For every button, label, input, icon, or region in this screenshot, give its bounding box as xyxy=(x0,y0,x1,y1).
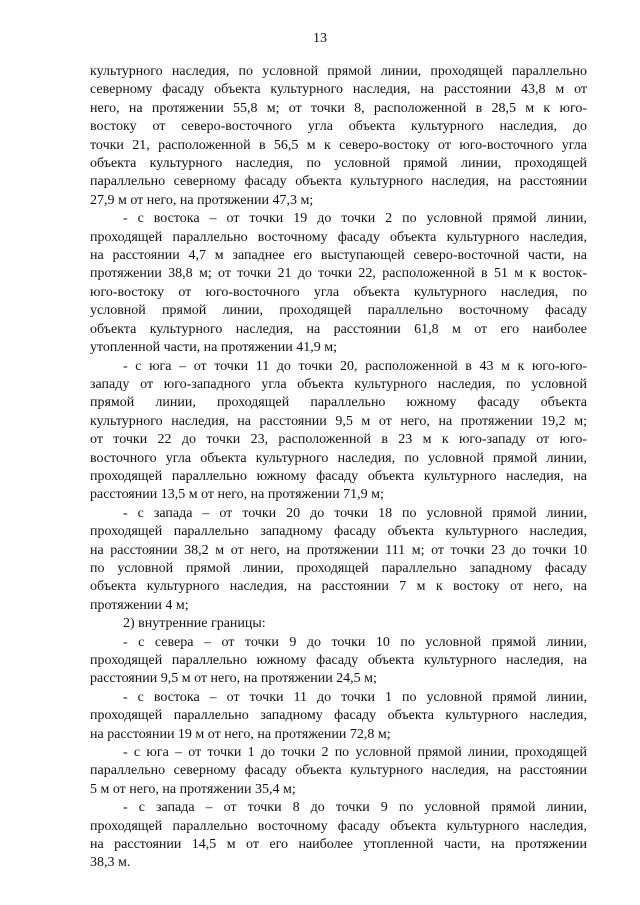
text-line: объекта культурного наследия, на расстоянии 7 м к востоку от него, на xyxy=(90,579,587,595)
document-body xyxy=(90,63,587,873)
text-line: проходящей параллельно восточному фасаду объекта культурного наследия, xyxy=(90,229,587,245)
text-line: 27,9 м от него, на протяжении 47,3 м; xyxy=(90,192,314,208)
text-line: параллельно северному фасаду объекта культурного наследия, на расстоянии xyxy=(90,763,587,779)
text-line: восточного угла объекта культурного наследия, по условной прямой линии, xyxy=(90,450,587,466)
paragraph-east-inner xyxy=(90,689,587,744)
text-line: утопленной части, на протяжении 41,9 м; xyxy=(90,340,337,356)
paragraph-east-outer xyxy=(90,210,587,357)
text-line: проходящей параллельно южному фасаду объекта культурного наследия, на xyxy=(90,468,587,484)
paragraph-south-inner xyxy=(90,744,587,799)
text-line: - с юга – от точки 11 до точки 20, расположенной в 43 м к юго-юго- xyxy=(123,358,587,374)
paragraph-inner-heading xyxy=(90,615,587,633)
text-line: 5 м от него, на протяжении 35,4 м; xyxy=(90,781,296,797)
text-line: параллельно северному фасаду объекта культурного наследия, на расстоянии xyxy=(90,174,587,190)
text-line: 38,3 м. xyxy=(90,855,131,871)
text-line: на расстоянии 19 м от него, на протяжении 72,8 м; xyxy=(90,726,391,742)
page-number: 13 xyxy=(313,31,327,46)
text-line: юго-востоку от юго-восточного угла объекта культурного наследия, по xyxy=(90,284,587,300)
text-line: расстоянии 9,5 м от него, на протяжении 24,5 м; xyxy=(90,671,377,687)
text-line: протяжении 38,8 м; от точки 21 до точки 22, расположенной в 51 м к восток- xyxy=(90,266,587,282)
text-line: - с востока – от точки 19 до точки 2 по условной прямой линии, xyxy=(123,211,587,227)
text-line: востоку от северо-восточного угла объекта культурного наследия, до xyxy=(90,119,587,135)
text-line: - с юга – от точки 1 до точки 2 по условной прямой линии, проходящей xyxy=(123,745,587,761)
text-line: - с запада – от точки 20 до точки 18 по условной прямой линии, xyxy=(123,505,587,521)
text-line: от точки 22 до точки 23, расположенной в 23 м к юго-западу от юго- xyxy=(90,432,587,448)
text-line: на расстоянии 4,7 м западнее его выступающей северо-восточной части, на xyxy=(90,248,587,264)
text-line: культурного наследия, по условной прямой линии, проходящей параллельно xyxy=(90,64,587,79)
text-line: расстоянии 13,5 м от него, на протяжении 71,9 м; xyxy=(90,487,384,503)
paragraph-west-outer xyxy=(90,505,587,615)
text-line: по условной прямой линии, проходящей параллельно западному фасаду xyxy=(90,560,587,576)
text-line: - с севера – от точки 9 до точки 10 по условной прямой линии, xyxy=(123,634,587,650)
text-line: - с запада – от точки 8 до точки 9 по условной прямой линии, xyxy=(123,800,587,816)
text-line: культурного наследия, на расстоянии 9,5 м от него, на протяжении 19,2 м; xyxy=(90,413,587,429)
text-line: северному фасаду объекта культурного наследия, на расстоянии 43,8 м от xyxy=(90,82,587,98)
text-line: проходящей параллельно восточному фасаду объекта культурного наследия, xyxy=(90,818,587,834)
paragraph-continuation xyxy=(90,63,587,210)
text-line: на расстоянии 38,2 м от него, на протяжении 111 м; от точки 23 до точки 10 xyxy=(90,542,587,558)
text-line: объекта культурного наследия, на расстоянии 61,8 м от его наиболее xyxy=(90,321,587,337)
text-line: протяжении 4 м; xyxy=(90,597,189,613)
text-line: проходящей параллельно западному фасаду объекта культурного наследия, xyxy=(90,524,587,540)
text-line: условной прямой линии, проходящей параллельно восточному фасаду xyxy=(90,303,587,319)
paragraph-west-inner xyxy=(90,799,587,873)
text-line: прямой линии, проходящей параллельно южному фасаду объекта xyxy=(90,395,587,411)
text-line: 2) внутренние границы: xyxy=(123,616,266,632)
text-line: западу от юго-западного угла объекта культурного наследия, по условной xyxy=(90,376,587,392)
text-line: - с востока – от точки 11 до точки 1 по условной прямой линии, xyxy=(123,689,587,705)
text-line: проходящей параллельно западному фасаду объекта культурного наследия, xyxy=(90,708,587,724)
paragraph-north-inner xyxy=(90,634,587,689)
text-line: объекта культурного наследия, по условной прямой линии, проходящей xyxy=(90,156,587,172)
text-line: на расстоянии 14,5 м от его наиболее утопленной части, на протяжении xyxy=(90,837,587,853)
text-line: проходящей параллельно южному фасаду объекта культурного наследия, на xyxy=(90,653,587,668)
text-line: точки 21, расположенной в 56,5 м к северо-востоку от юго-восточного угла xyxy=(90,137,587,153)
text-line: него, на протяжении 55,8 м; от точки 8, расположенной в 28,5 м к юго- xyxy=(90,100,587,116)
paragraph-south-outer xyxy=(90,358,587,505)
